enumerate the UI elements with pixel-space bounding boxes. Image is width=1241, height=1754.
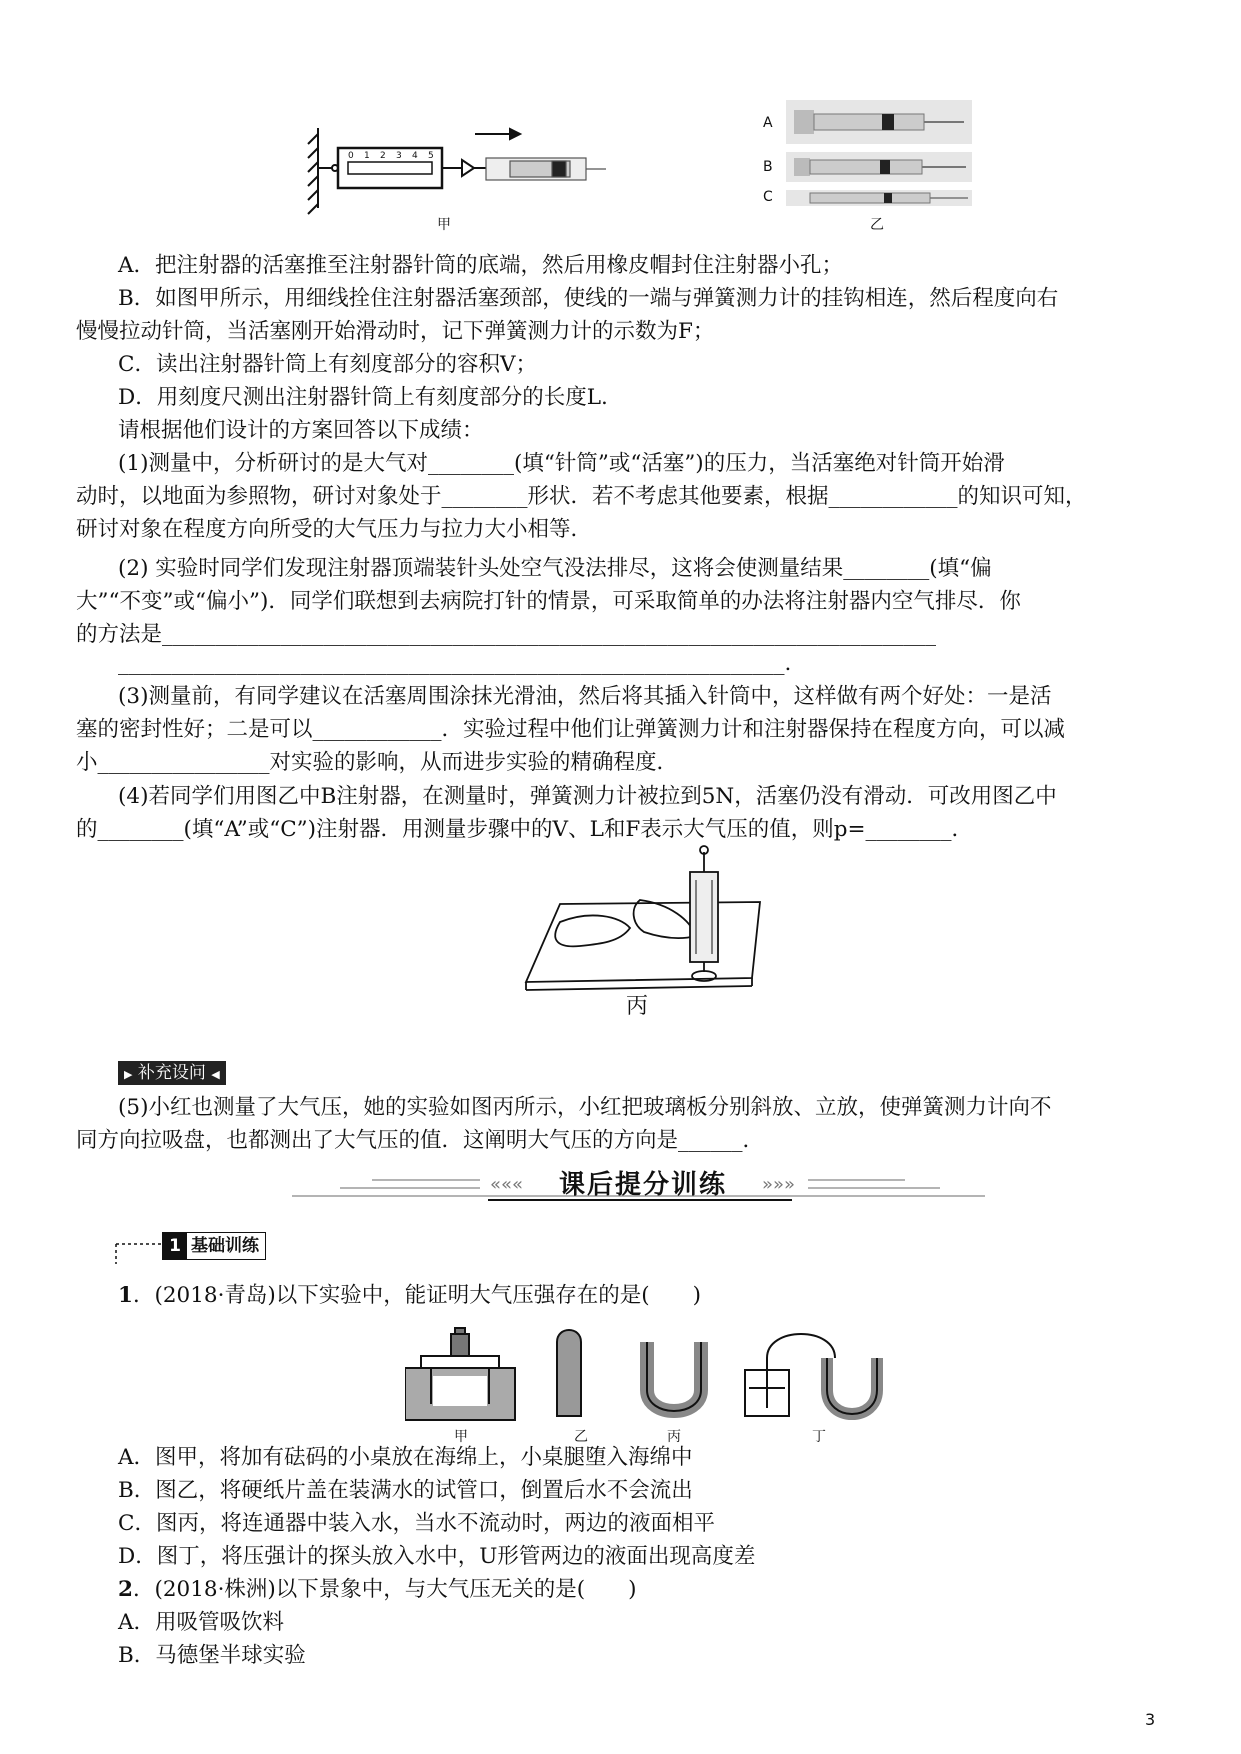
q2-stem-text: ．(2018·株洲)以下景象中，与大气压无关的是( ): [132, 1577, 637, 1602]
intro-text: 请根据他们设计的方案回答以下成绩：: [118, 418, 484, 443]
figure-jia: [290, 120, 620, 220]
q1-option-a: A．图甲，将加有砝码的小桌放在海绵上，小桌腿堕入海绵中: [118, 1445, 693, 1470]
section-banner-title: 课后提分训练: [558, 1170, 727, 1200]
q-line-4: (2) 实验时同学们发现注射器顶端装针头处空气没法排尽，这将会使测量结果________(填“偏: [118, 556, 992, 581]
q1-figure-label-bing: 丙: [667, 1429, 681, 1445]
q-line-3: 研讨对象在程度方向所受的大气压力与拉力大小相等．: [76, 517, 593, 542]
basic-training-tag: [162, 1232, 266, 1260]
q-line-2: 动时，以地面为参照物，研讨对象处于________形状．若不考虑其他要素，根据____________的知识可知，: [76, 484, 1087, 509]
svg-text:«««: «««: [490, 1174, 524, 1195]
figure-yi-row-a: A: [763, 115, 773, 131]
supplement-line-1: (5)小红也测量了大气压，她的实验如图丙所示，小红把玻璃板分别斜放、立放，使弹簧测力计向不: [118, 1095, 1052, 1120]
figure-yi: [784, 100, 974, 212]
supplement-tag: ▶ 补充设问 ◀: [118, 1061, 226, 1085]
scale-tick: 1: [364, 151, 370, 161]
q1-figure-label-jia: 甲: [454, 1429, 468, 1445]
q2-option-b: B．马德堡半球实验: [118, 1643, 306, 1668]
q-line-10: 小________________对实验的影响，从而进步实验的精确程度．: [76, 750, 679, 775]
step-a: A．把注射器的活塞推至注射器针筒的底端，然后用橡皮帽封住注射器小孔；: [118, 253, 844, 278]
q2-option-a: A．用吸管吸饮料: [118, 1610, 285, 1635]
basic-training-label: 基础训练: [191, 1236, 259, 1256]
figure-bing-label: 丙: [626, 994, 649, 1019]
supplement-tag-label: 补充设问: [137, 1063, 206, 1083]
q1-figure-label-ding: 丁: [812, 1429, 826, 1445]
q1-stem-text: ．(2018·青岛)以下实验中，能证明大气压强存在的是( ): [132, 1283, 702, 1308]
q2-stem: [118, 1576, 637, 1604]
scale-tick: 3: [396, 151, 402, 161]
step-d: D．用刻度尺测出注射器针筒上有刻度部分的长度L.: [118, 385, 608, 410]
q-line-11: (4)若同学们用图乙中B注射器，在测量时，弹簧测力计被拉到5N，活塞仍没有滑动．可改用图乙中: [118, 784, 1057, 809]
step-c: C．读出注射器针筒上有刻度部分的容积V；: [118, 352, 537, 377]
figure-yi-row-c: C: [763, 189, 773, 205]
q2-number: 2: [118, 1577, 133, 1602]
q-line-7: ______________________________________________________________.: [118, 651, 792, 676]
step-b: B．如图甲所示，用细线拴住注射器活塞颈部，使线的一端与弹簧测力计的挂钩相连，然后程度向右: [118, 286, 1059, 311]
q-line-6: 的方法是________________________________________________________________________: [76, 622, 937, 647]
q1-figure-label-yi: 乙: [574, 1429, 588, 1445]
scale-tick: 4: [412, 151, 418, 161]
q-line-5: 大”“不变”或“偏小”)．同学们联想到去病院打针的情景，可采取简单的办法将注射器内空气排尽．你: [76, 589, 1021, 614]
supplement-line-2: 同方向拉吸盘，也都测出了大气压的值．这阐明大气压的方向是______．: [76, 1128, 765, 1153]
q1-number: 1: [118, 1283, 133, 1308]
q1-option-b: B．图乙，将硬纸片盖在装满水的试管口，倒置后水不会流出: [118, 1478, 693, 1503]
figure-yi-label: 乙: [870, 217, 884, 233]
figure-bing: [520, 842, 770, 992]
basic-training-number: 1: [163, 1233, 187, 1259]
figure-q1: [405, 1318, 905, 1433]
q-line-1: (1)测量中，分析研讨的是大气对________(填“针筒”或“活塞”)的压力，当活塞绝对针筒开始滑: [118, 451, 1005, 476]
q1-option-c: C．图丙，将连通器中装入水，当水不流动时，两边的液面相平: [118, 1511, 715, 1536]
q-line-8: (3)测量前，有同学建议在活塞周围涂抹光滑油，然后将其插入针筒中，这样做有两个好处：一是活: [118, 684, 1052, 709]
scale-tick: 5: [428, 151, 434, 161]
basic-tag-connector: [112, 1240, 164, 1264]
figure-yi-row-b: B: [763, 159, 773, 175]
q-line-12: 的________(填“A”或“C”)注射器．用测量步骤中的V、L和F表示大气压的值，则p=________．: [76, 817, 974, 842]
q1-option-d: D．图丁，将压强计的探头放入水中，U形管两边的液面出现高度差: [118, 1544, 756, 1569]
figure-jia-label: 甲: [437, 217, 451, 233]
scale-tick: 2: [380, 151, 386, 161]
scale-tick: 0: [348, 151, 354, 161]
page-number: 3: [1145, 1710, 1156, 1729]
q-line-9: 塞的密封性好；二是可以____________．实验过程中他们让弹簧测力计和注射器保持在程度方向，可以减: [76, 717, 1066, 742]
svg-text:»»»: »»»: [762, 1174, 796, 1195]
step-b-cont: 慢慢拉动针筒，当活塞刚开始滑动时，记下弹簧测力计的示数为F；: [76, 319, 715, 344]
q1-stem: [118, 1282, 701, 1310]
